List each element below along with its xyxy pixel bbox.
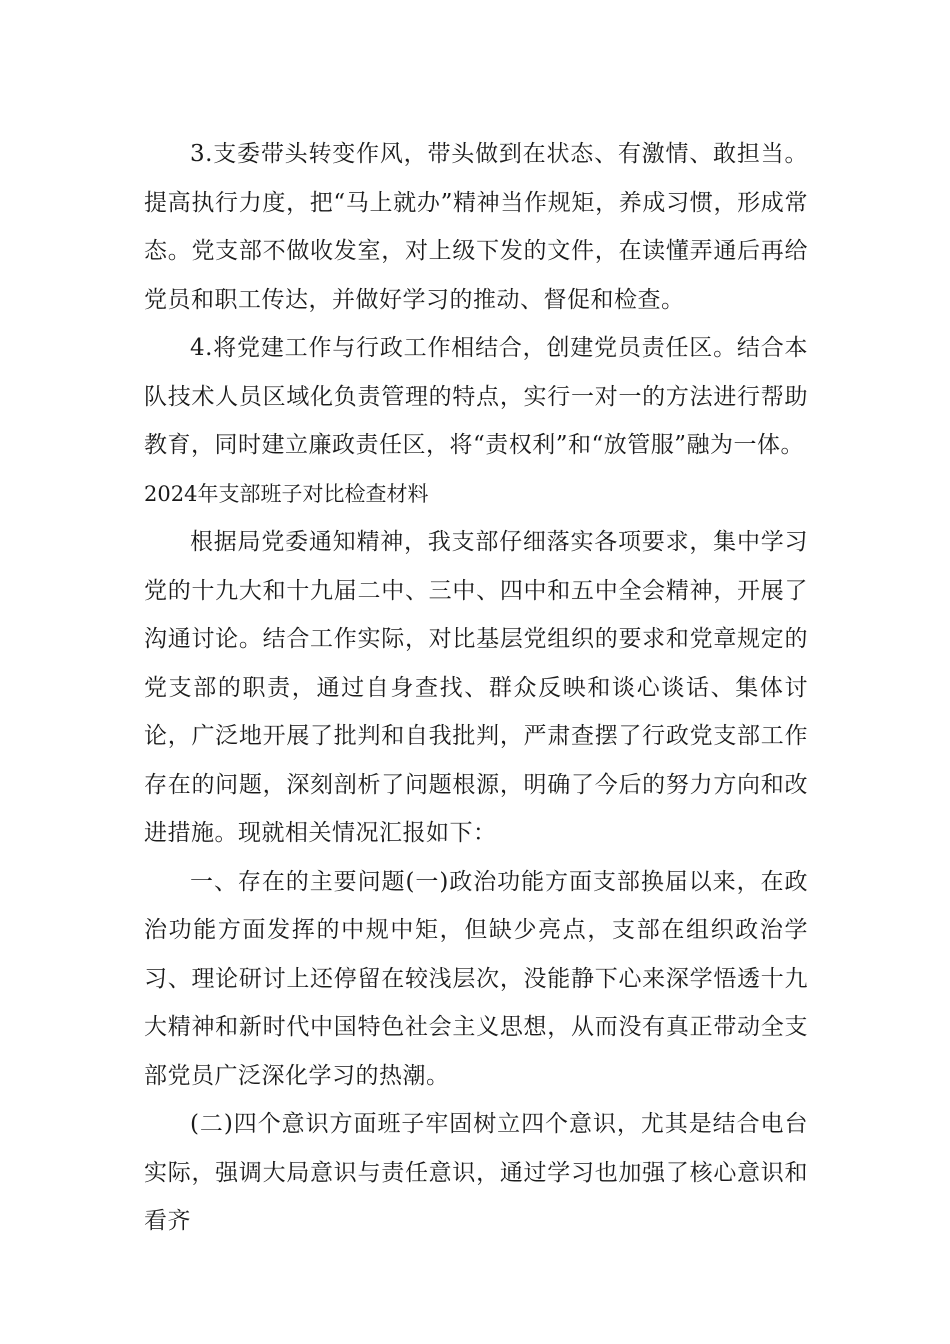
awareness-paragraph: (二)四个意识方面班子牢固树立四个意识，尤其是结合电台实际，强调大局意识与责任意识，通过学习也加强了核心意识和看齐 (144, 1111, 808, 1234)
intro-paragraph: 根据局党委通知精神，我支部仔细落实各项要求，集中学习党的十九大和十九届二中、三中、四中和五中全会精神，开展了沟通讨论。结合工作实际，对比基层党组织的要求和党章规定的党支部的职责，通过自身查找、群众反映和谈心谈话、集体讨论，广泛地开展了批判和自我批判，严肃查摆了行政党支部工作存在的问题，深刻剖析了问题根源，明确了今后的努力方向和改进措施。现就相关情况汇报如下： (144, 529, 808, 846)
problems-paragraph: 一、存在的主要问题(一)政治功能方面支部换届以来，在政治功能方面发挥的中规中矩，但缺少亮点，支部在组织政治学习、理论研讨上还停留在较浅层次，没能静下心来深学悟透十九大精神和新时代中国特色社会主义思想，从而没有真正带动全支部党员广泛深化学习的热潮。 (144, 868, 808, 1089)
section-heading: 2024年支部班子对比检查材料 (144, 481, 429, 506)
paragraph-4: 4.将党建工作与行政工作相结合，创建党员责任区。结合本队技术人员区域化负责管理的特点，实行一对一的方法进行帮助教育，同时建立廉政责任区，将“责权利”和“放管服”融为一体。 (144, 335, 808, 458)
paragraph-3: 3.支委带头转变作风，带头做到在状态、有激情、敢担当。提高执行力度，把“马上就办”精神当作规矩，养成习惯，形成常态。党支部不做收发室，对上级下发的文件，在读懂弄通后再给党员和职工传达，并做好学习的推动、督促和检查。 (144, 141, 808, 313)
document-text (144, 130, 808, 1246)
